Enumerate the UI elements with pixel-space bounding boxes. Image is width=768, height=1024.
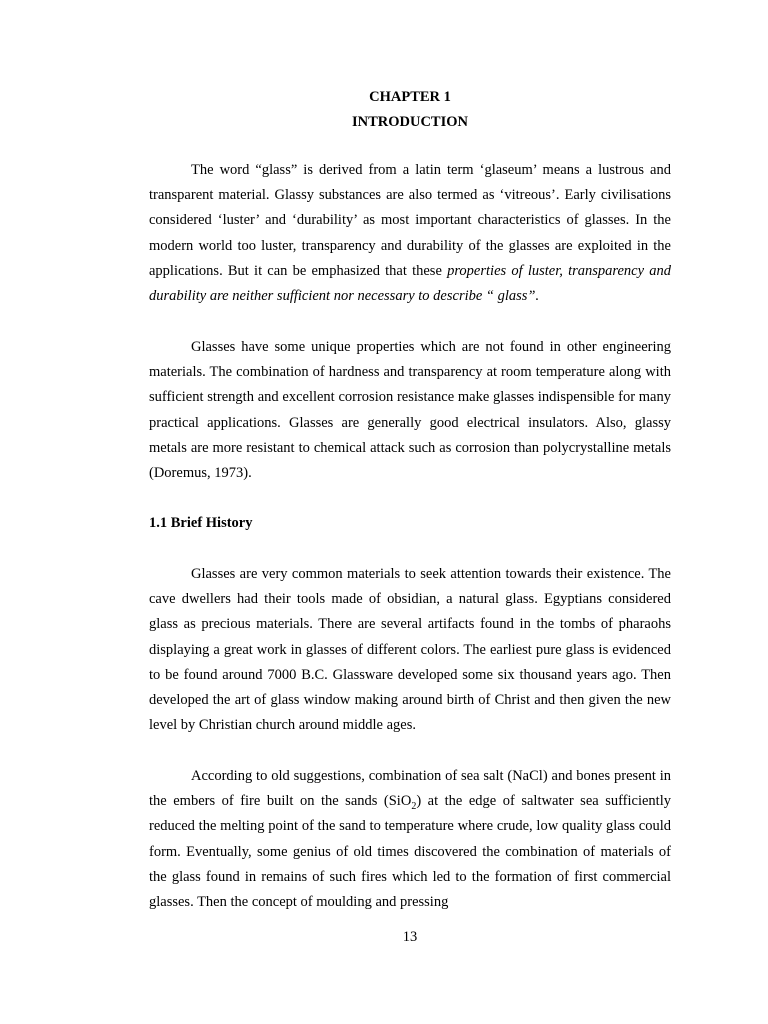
paragraph-unique-properties: Glasses have some unique properties which are not found in other engineering materials. The combination of hardness and transparency at room temperature along with sufficient strength and excellent corrosion resistance make glasses indispensible for many practical applications. Glasses are generally good electrical insulators. Also, glassy metals are more resistant to chemical attack such as corrosion than polycrystalline metals (Doremus, 1973). [149, 339, 671, 482]
paragraph-text-before-formula: According to old suggestions, combination of sea salt (NaCl) and bones present in the embers of fire built on the sands (SiO [149, 768, 671, 810]
paragraph-text-after-formula: ) at the edge of saltwater sea sufficiently reduced the melting point of the sand to temperature where crude, low quality glass could form. Eventually, some genius of old times discovered the combination of materials of the glass found in remains of such fires which led to the formation of first commercial glasses. Then the concept of moulding and pressing [149, 793, 671, 911]
paragraph-emphasis: properties of luster, transparency and durability are neither sufficient nor necessary to describe “ glass”. [149, 262, 671, 305]
section-heading-brief-history: 1.1 Brief History [149, 515, 253, 531]
paragraph-glass-definition [149, 158, 671, 309]
paragraph-text: The word “glass” is derived from a latin term ‘glaseum’ means a lustrous and transparent material. Glassy substances are also termed as ‘vitreous’. Early civilisations considered ‘luster’ and ‘durability’ as most important characteristics of glasses. In the modern world too luster, transparency and durability of the glasses are exploited in the applications. But it can be emphasized that these [149, 162, 671, 279]
paragraph-history: Glasses are very common materials to seek attention towards their existence. The cave dwellers had their tools made of obsidian, a natural glass. Egyptians considered glass as precious materials. There are several artifacts found in the tombs of pharaohs displaying a great work in glasses of different colors. The earliest pure glass is evidenced to be found around 7000 B.C. Glassware developed some six thousand years ago. Then developed the art of glass window making around birth of Christ and then given the new level by Christian church around middle ages. [149, 566, 671, 734]
formula-subscript: 2 [411, 801, 417, 813]
paragraph-old-suggestions [149, 764, 671, 915]
document-page [149, 0, 671, 1024]
page-number: 13 [402, 929, 418, 945]
chapter-title: INTRODUCTION [351, 114, 468, 130]
chapter-label: CHAPTER 1 [369, 89, 451, 105]
